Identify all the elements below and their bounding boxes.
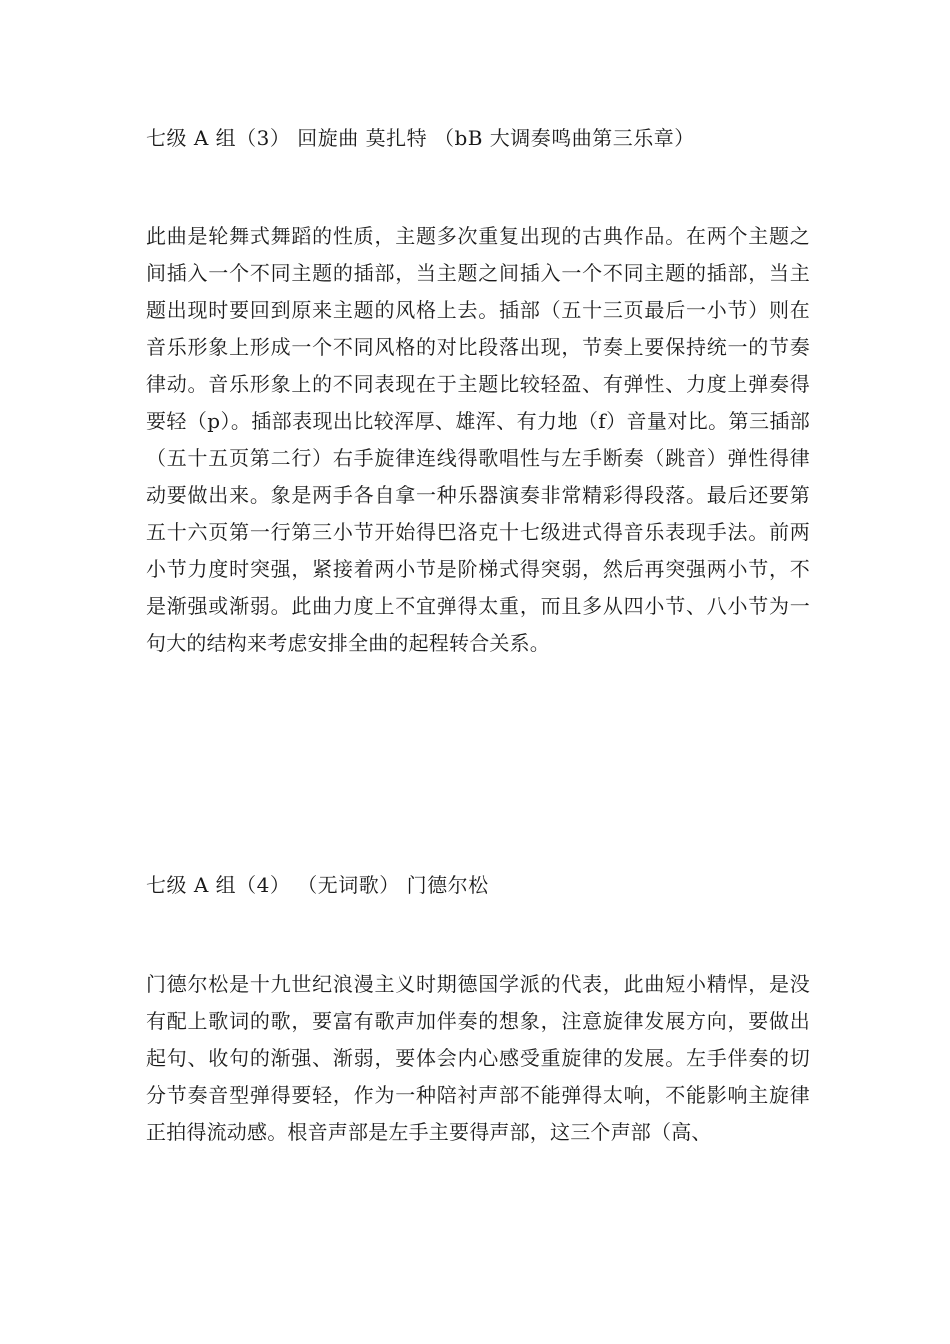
- section-heading-songs-without-words: 七级 A 组（4） （无词歌） 门德尔松: [146, 873, 489, 897]
- section-body-songs-without-words: 门德尔松是十九世纪浪漫主义时期德国学派的代表，此曲短小精悍，是没有配上歌词的歌，要富有歌声加伴奏的想象，注意旋律发展方向，要做出起句、收句的渐强、渐弱，要体会内心感受重旋律的发展。左手伴奏的切分节奏音型弹得要轻，作为一种陪衬声部不能弹得太响，不能影响主旋律正拍得流动感。根音声部是左手主要得声部，这三个声部（高、: [146, 972, 810, 1144]
- section-heading-rondo: 七级 A 组（3） 回旋曲 莫扎特 （bB 大调奏鸣曲第三乐章）: [146, 126, 695, 150]
- section-body-rondo: 此曲是轮舞式舞蹈的性质，主题多次重复出现的古典作品。在两个主题之间插入一个不同主题的插部，当主题之间插入一个不同主题的插部，当主题出现时要回到原来主题的风格上去。插部（五十三页最后一小节）则在音乐形象上形成一个不同风格的对比段落出现，节奏上要保持统一的节奏律动。音乐形象上的不同表现在于主题比较轻盈、有弹性、力度上弹奏得要轻（p）。插部表现出比较浑厚、雄浑、有力地（f）音量对比。第三插部（五十五页第二行）右手旋律连线得歌唱性与左手断奏（跳音）弹性得律动要做出来。象是两手各自拿一种乐器演奏非常精彩得段落。最后还要第五十六页第一行第三小节开始得巴洛克十七级进式得音乐表现手法。前两小节力度时突强，紧接着两小节是阶梯式得突弱，然后再突强两小节，不是渐强或渐弱。此曲力度上不宜弹得太重，而且多从四小节、八小节为一句大的结构来考虑安排全曲的起程转合关系。: [146, 224, 810, 655]
